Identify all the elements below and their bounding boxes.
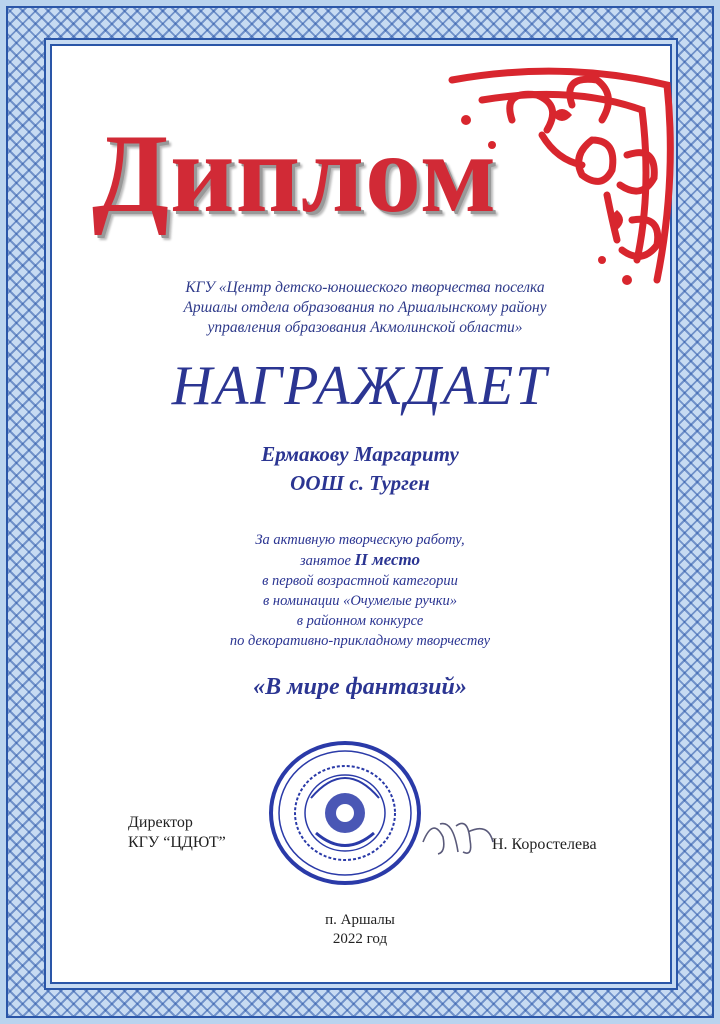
recipient-name: Ермакову Маргариту	[261, 442, 459, 466]
signatory-name: Н. Коростелева	[492, 836, 597, 853]
position-line: Директор	[128, 814, 193, 831]
official-seal-icon	[266, 738, 424, 888]
location-name: п. Аршалы	[325, 912, 395, 928]
reason-prefix: занятое	[299, 553, 355, 569]
position-line: КГУ “ЦДЮТ”	[128, 834, 226, 851]
organization-line: Аршалы отдела образования по Аршалынскому району	[183, 299, 547, 316]
contest-name: «В мире фантазий»	[253, 674, 467, 700]
recipient-school: ООШ с. Турген	[290, 471, 430, 495]
reason-line: За активную творческую работу,	[255, 532, 465, 548]
reason-line: по декоративно-прикладному творчеству	[229, 633, 491, 649]
signatory-position	[128, 813, 288, 853]
reason-line: в первой возрастной категории	[262, 573, 458, 589]
reason-line: в номинации «Очумелые ручки»	[262, 593, 458, 609]
handwritten-signature-icon	[418, 812, 498, 862]
place-awarded: II место	[354, 550, 421, 569]
organization-line: управления образования Акмолинской области»	[207, 319, 523, 336]
reason-line: в районном конкурсе	[296, 613, 424, 629]
organization-name	[145, 278, 585, 338]
issue-year: 2022 год	[332, 931, 388, 947]
diploma-title: Диплом	[92, 112, 498, 236]
organization-line: КГУ «Центр детско-юношеского творчества поселка	[185, 279, 545, 296]
award-reason	[110, 530, 610, 651]
awards-heading: НАГРАЖДАЕТ	[171, 355, 549, 417]
recipient-block	[100, 440, 620, 498]
reason-line-place	[110, 550, 610, 571]
issue-location	[260, 911, 460, 949]
